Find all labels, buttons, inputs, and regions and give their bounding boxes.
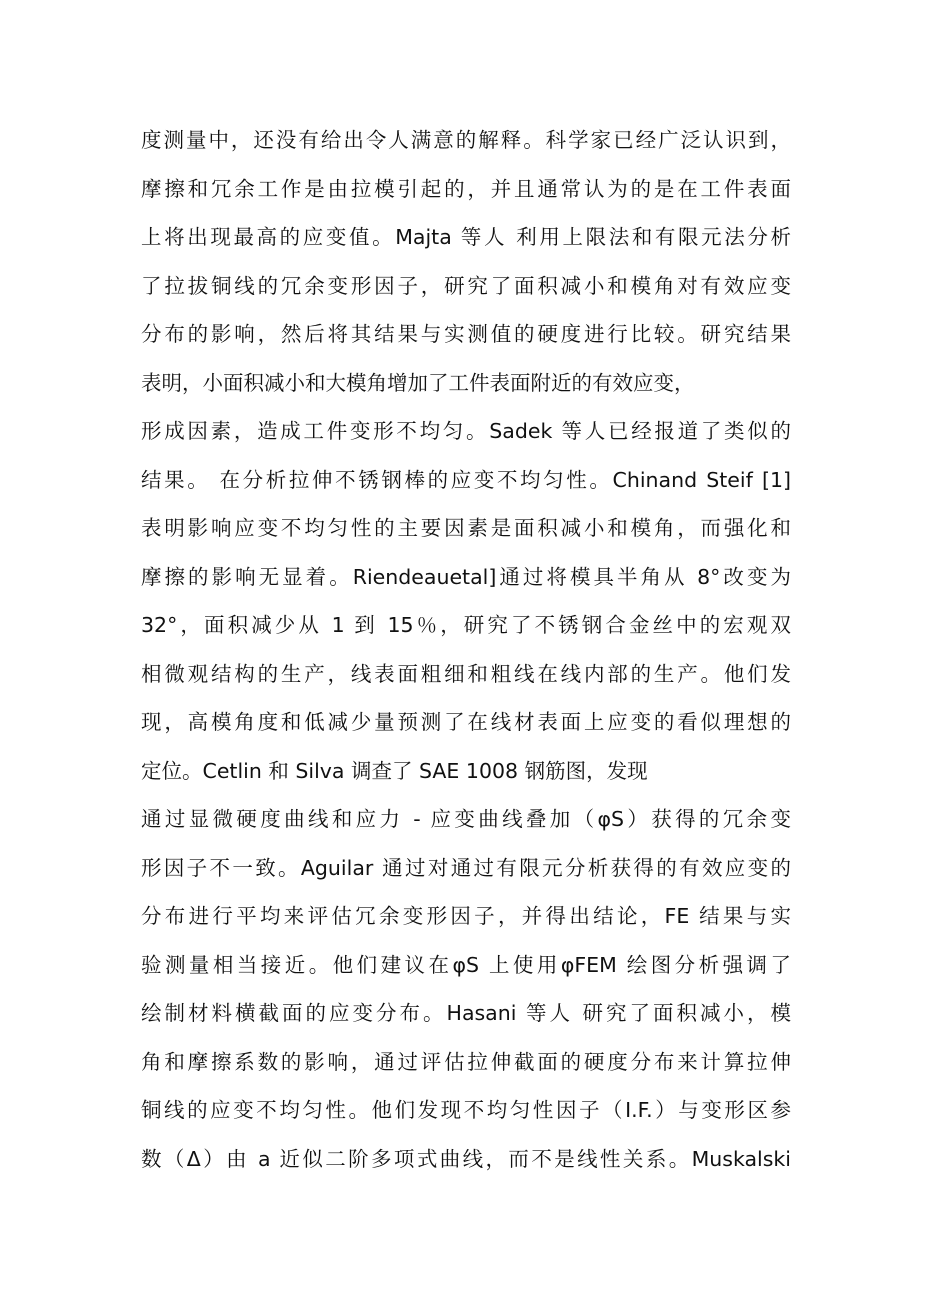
text-line: 角和摩擦系数的影响，通过评估拉伸截面的硬度分布来计算拉伸	[141, 1049, 791, 1074]
text-line: 通过显微硬度曲线和应力 - 应变曲线叠加（φS）获得的冗余变	[141, 807, 791, 831]
text-line: 度测量中，还没有给出令人满意的解释。科学家已经广泛认识到，	[141, 128, 791, 152]
text-line: 了拉拔铜线的冗余变形因子，研究了面积减小和模角对有效应变	[141, 273, 791, 298]
text-line: 分布进行平均来评估冗余变形因子，并得出结论，FE 结果与实	[141, 904, 791, 928]
text-line: 现，高模角度和低减少量预测了在线材表面上应变的看似理想的	[141, 710, 791, 734]
text-line: 形成因素，造成工件变形不均匀。Sadek 等人已经报道了类似的	[141, 419, 791, 443]
text-line: 形因子不一致。Aguilar 通过对通过有限元分析获得的有效应变的	[141, 855, 791, 880]
text-line: 铜线的应变不均匀性。他们发现不均匀性因子（I.F.）与变形区参	[141, 1098, 791, 1122]
text-line: 表明影响应变不均匀性的主要因素是面积减小和模角，而强化和	[141, 516, 791, 540]
text-line: 定位。Cetlin 和 Silva 调查了 SAE 1008 钢筋图，发现	[141, 758, 648, 783]
text-line: 相微观结构的生产，线表面粗细和粗线在线内部的生产。他们发	[141, 661, 791, 686]
text-line: 数（Δ）由 a 近似二阶多项式曲线，而不是线性关系。Muskalski	[141, 1146, 791, 1171]
body-paragraph	[141, 116, 791, 1183]
text-line: 摩擦和冗余工作是由拉模引起的，并且通常认为的是在工件表面	[141, 176, 791, 201]
text-line: 摩擦的影响无显着。Riendeauetal]通过将模具半角从 8°改变为	[141, 564, 791, 589]
text-line: 验测量相当接近。他们建议在φS 上使用φFEM 绘图分析强调了	[141, 952, 791, 977]
text-line: 表明，小面积减小和大模角增加了工件表面附近的有效应变，	[141, 370, 695, 395]
text-line: 上将出现最高的应变值。Majta 等人 利用上限法和有限元法分析	[141, 225, 791, 249]
text-line: 结果。 在分析拉伸不锈钢棒的应变不均匀性。Chinand Steif [1]	[141, 467, 791, 492]
text-line: 分布的影响，然后将其结果与实测值的硬度进行比较。研究结果	[141, 322, 791, 346]
text-line: 绘制材料横截面的应变分布。Hasani 等人 研究了面积减小，模	[141, 1001, 791, 1025]
text-line: 32°，面积减少从 1 到 15％，研究了不锈钢合金丝中的宏观双	[141, 613, 791, 637]
